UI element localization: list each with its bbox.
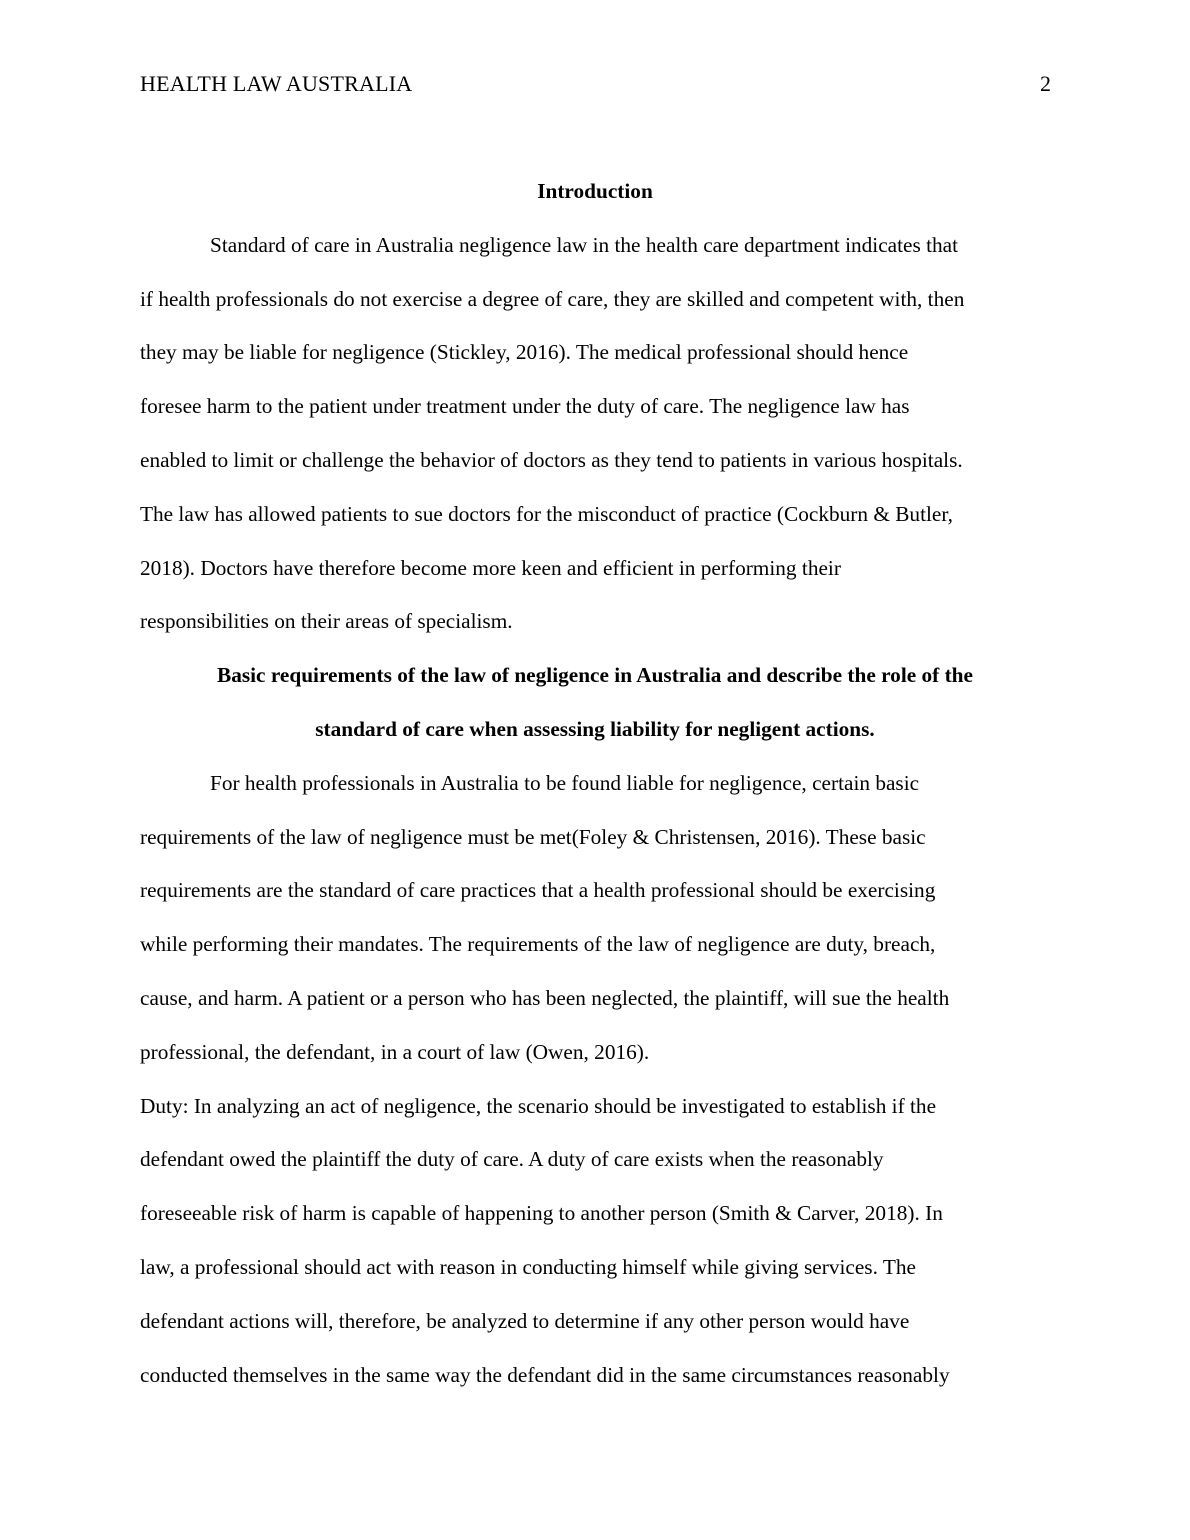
heading-line: Basic requirements of the law of negligence in Australia and describe the role of the <box>217 663 973 688</box>
paragraph-line: For health professionals in Australia to be found liable for negligence, certain basic <box>210 770 920 795</box>
paragraph-line: requirements of the law of negligence must be met(Foley & Christensen, 2016). These basic <box>140 824 926 849</box>
paragraph-line: Duty: In analyzing an act of negligence, the scenario should be investigated to establish if the <box>140 1093 937 1118</box>
section-heading <box>140 649 1050 757</box>
paragraph-line: Standard of care in Australia negligence law in the health care department indicates that <box>210 232 959 257</box>
paragraph-line: foresee harm to the patient under treatment under the duty of care. The negligence law has <box>140 394 910 419</box>
heading-line: standard of care when assessing liability for negligent actions. <box>315 716 875 741</box>
paragraph-line: if health professionals do not exercise a degree of care, they are skilled and competent with, then <box>140 286 965 311</box>
paragraph-line: cause, and harm. A patient or a person who has been neglected, the plaintiff, will sue the health <box>140 985 950 1010</box>
duty-paragraph <box>140 1080 1050 1403</box>
paragraph-line: conducted themselves in the same way the defendant did in the same circumstances reasonably <box>140 1362 950 1387</box>
paragraph-line: responsibilities on their areas of specialism. <box>140 609 513 634</box>
paragraph-line: defendant owed the plaintiff the duty of care. A duty of care exists when the reasonably <box>140 1147 884 1172</box>
paragraph-line: 2018). Doctors have therefore become more keen and efficient in performing their <box>140 555 841 580</box>
paragraph-line: professional, the defendant, in a court of law (Owen, 2016). <box>140 1039 650 1064</box>
paragraph-line: requirements are the standard of care practices that a health professional should be exercising <box>140 878 936 903</box>
document-body <box>140 165 1050 1402</box>
introduction-heading: Introduction <box>537 179 653 203</box>
paragraph-line: The law has allowed patients to sue doctors for the misconduct of practice (Cockburn & Butler, <box>140 501 953 526</box>
paragraph-line: foreseeable risk of harm is capable of happening to another person (Smith & Carver, 2018). In <box>140 1201 943 1226</box>
paragraph-line: while performing their mandates. The requirements of the law of negligence are duty, breach, <box>140 932 936 957</box>
paragraph-line: law, a professional should act with reason in conducting himself while giving services. The <box>140 1254 916 1279</box>
paragraph-line: defendant actions will, therefore, be analyzed to determine if any other person would have <box>140 1308 910 1333</box>
introduction-paragraph <box>140 219 1050 649</box>
running-head: HEALTH LAW AUSTRALIA <box>140 71 413 96</box>
paragraph-line: they may be liable for negligence (Stickley, 2016). The medical professional should hence <box>140 340 909 365</box>
page-number: 2 <box>1040 71 1051 96</box>
requirements-paragraph <box>140 757 1050 1080</box>
paragraph-line: enabled to limit or challenge the behavior of doctors as they tend to patients in various hospitals. <box>140 447 963 472</box>
